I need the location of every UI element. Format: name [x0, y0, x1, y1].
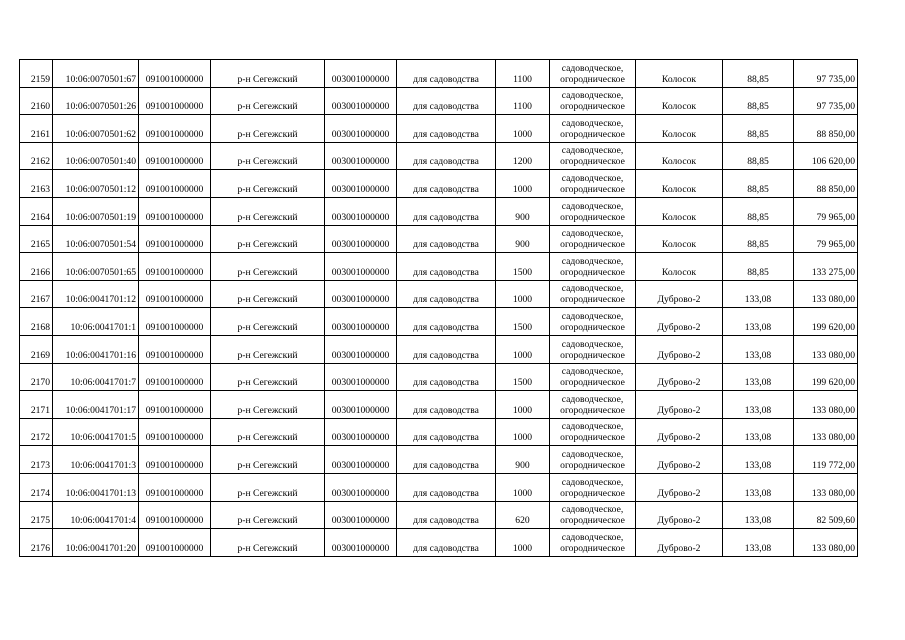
- land-category-line: садоводческое,: [561, 448, 624, 460]
- cadastral-value-cell: 79 965,00: [794, 225, 858, 253]
- area-value-cell: 900: [496, 446, 550, 474]
- land-category-cell: [550, 280, 636, 308]
- table-row: [20, 473, 858, 501]
- settlement-name-cell: Колосок: [636, 115, 723, 143]
- cadastral-value-cell: 133 080,00: [794, 529, 858, 557]
- category-code-cell: 003001000000: [325, 87, 397, 115]
- table-row: [20, 142, 858, 170]
- area-value-cell: 1000: [496, 280, 550, 308]
- permitted-use-cell: для садоводства: [397, 253, 496, 281]
- permitted-use-cell: для садоводства: [397, 308, 496, 336]
- row-number-cell: 2163: [20, 170, 53, 198]
- permitted-use-cell: для садоводства: [397, 529, 496, 557]
- specific-value-cell: 133,08: [723, 308, 794, 336]
- cadastral-value-cell: 79 965,00: [794, 197, 858, 225]
- land-category-line: садоводческое,: [561, 172, 624, 184]
- permitted-use-cell: для садоводства: [397, 87, 496, 115]
- cadastral-value-cell: 106 620,00: [794, 142, 858, 170]
- specific-value-cell: 88,85: [723, 197, 794, 225]
- okato-code-cell: 091001000000: [139, 253, 211, 281]
- cadastral-value-cell: 133 080,00: [794, 418, 858, 446]
- category-code-cell: 003001000000: [325, 418, 397, 446]
- row-number-cell: 2165: [20, 225, 53, 253]
- cadastral-value-cell: 97 735,00: [794, 87, 858, 115]
- land-category-line: садоводческое,: [561, 421, 624, 433]
- row-number-cell: 2174: [20, 473, 53, 501]
- land-category-line: садоводческое,: [561, 117, 624, 129]
- okato-code-cell: 091001000000: [139, 115, 211, 143]
- permitted-use-cell: для садоводства: [397, 197, 496, 225]
- specific-value-cell: 88,85: [723, 115, 794, 143]
- category-code-cell: 003001000000: [325, 335, 397, 363]
- cadastral-number-cell: 10:06:0070501:67: [53, 60, 139, 88]
- okato-code-cell: 091001000000: [139, 225, 211, 253]
- row-number-cell: 2172: [20, 418, 53, 446]
- cadastral-value-cell: 133 080,00: [794, 391, 858, 419]
- land-category-line: садоводческое,: [561, 90, 624, 102]
- table-row: [20, 225, 858, 253]
- district-name-cell: р-н Сегежский: [211, 335, 325, 363]
- settlement-name-cell: Дуброво-2: [636, 446, 723, 474]
- category-code-cell: 003001000000: [325, 197, 397, 225]
- district-name-cell: р-н Сегежский: [211, 501, 325, 529]
- land-category-cell: [550, 446, 636, 474]
- table-row: [20, 391, 858, 419]
- table-row: [20, 501, 858, 529]
- land-category-line: садоводческое,: [561, 200, 624, 212]
- land-category-line: садоводческое,: [561, 228, 624, 240]
- table-row: [20, 529, 858, 557]
- cadastral-value-table: [19, 59, 858, 557]
- district-name-cell: р-н Сегежский: [211, 170, 325, 198]
- category-code-cell: 003001000000: [325, 253, 397, 281]
- cadastral-number-cell: 10:06:0041701:7: [53, 363, 139, 391]
- table-row: [20, 280, 858, 308]
- area-value-cell: 1000: [496, 115, 550, 143]
- area-value-cell: 1000: [496, 473, 550, 501]
- settlement-name-cell: Дуброво-2: [636, 473, 723, 501]
- land-category-cell: [550, 115, 636, 143]
- land-category-cell: [550, 142, 636, 170]
- settlement-name-cell: Колосок: [636, 170, 723, 198]
- okato-code-cell: 091001000000: [139, 418, 211, 446]
- cadastral-number-cell: 10:06:0041701:1: [53, 308, 139, 336]
- permitted-use-cell: для садоводства: [397, 335, 496, 363]
- land-category-cell: [550, 60, 636, 88]
- settlement-name-cell: Колосок: [636, 197, 723, 225]
- category-code-cell: 003001000000: [325, 529, 397, 557]
- cadastral-number-cell: 10:06:0070501:40: [53, 142, 139, 170]
- district-name-cell: р-н Сегежский: [211, 391, 325, 419]
- area-value-cell: 1500: [496, 363, 550, 391]
- settlement-name-cell: Дуброво-2: [636, 418, 723, 446]
- land-category-cell: [550, 87, 636, 115]
- table-row: [20, 60, 858, 88]
- okato-code-cell: 091001000000: [139, 197, 211, 225]
- specific-value-cell: 133,08: [723, 280, 794, 308]
- okato-code-cell: 091001000000: [139, 87, 211, 115]
- permitted-use-cell: для садоводства: [397, 473, 496, 501]
- settlement-name-cell: Дуброво-2: [636, 308, 723, 336]
- cadastral-number-cell: 10:06:0041701:12: [53, 280, 139, 308]
- row-number-cell: 2171: [20, 391, 53, 419]
- district-name-cell: р-н Сегежский: [211, 87, 325, 115]
- settlement-name-cell: Колосок: [636, 87, 723, 115]
- category-code-cell: 003001000000: [325, 363, 397, 391]
- land-category-cell: [550, 363, 636, 391]
- specific-value-cell: 88,85: [723, 60, 794, 88]
- permitted-use-cell: для садоводства: [397, 391, 496, 419]
- cadastral-number-cell: 10:06:0041701:17: [53, 391, 139, 419]
- district-name-cell: р-н Сегежский: [211, 253, 325, 281]
- district-name-cell: р-н Сегежский: [211, 363, 325, 391]
- area-value-cell: 1200: [496, 142, 550, 170]
- table-row: [20, 253, 858, 281]
- land-category-line: огородническое: [560, 239, 625, 251]
- area-value-cell: 900: [496, 197, 550, 225]
- district-name-cell: р-н Сегежский: [211, 446, 325, 474]
- row-number-cell: 2176: [20, 529, 53, 557]
- category-code-cell: 003001000000: [325, 473, 397, 501]
- settlement-name-cell: Дуброво-2: [636, 363, 723, 391]
- cadastral-number-cell: 10:06:0070501:54: [53, 225, 139, 253]
- district-name-cell: р-н Сегежский: [211, 60, 325, 88]
- row-number-cell: 2169: [20, 335, 53, 363]
- district-name-cell: р-н Сегежский: [211, 529, 325, 557]
- specific-value-cell: 133,08: [723, 335, 794, 363]
- okato-code-cell: 091001000000: [139, 308, 211, 336]
- cadastral-value-cell: 97 735,00: [794, 60, 858, 88]
- area-value-cell: 1100: [496, 60, 550, 88]
- cadastral-value-cell: 119 772,00: [794, 446, 858, 474]
- okato-code-cell: 091001000000: [139, 473, 211, 501]
- cadastral-number-cell: 10:06:0041701:13: [53, 473, 139, 501]
- land-category-line: садоводческое,: [561, 283, 624, 295]
- land-category-line: садоводческое,: [561, 310, 624, 322]
- specific-value-cell: 88,85: [723, 225, 794, 253]
- cadastral-number-cell: 10:06:0041701:4: [53, 501, 139, 529]
- land-category-line: огородническое: [560, 266, 625, 278]
- area-value-cell: 1000: [496, 391, 550, 419]
- land-category-cell: [550, 253, 636, 281]
- land-category-cell: [550, 197, 636, 225]
- permitted-use-cell: для садоводства: [397, 170, 496, 198]
- district-name-cell: р-н Сегежский: [211, 473, 325, 501]
- category-code-cell: 003001000000: [325, 225, 397, 253]
- okato-code-cell: 091001000000: [139, 363, 211, 391]
- permitted-use-cell: для садоводства: [397, 501, 496, 529]
- specific-value-cell: 133,08: [723, 418, 794, 446]
- okato-code-cell: 091001000000: [139, 142, 211, 170]
- settlement-name-cell: Колосок: [636, 225, 723, 253]
- land-category-line: огородническое: [560, 294, 625, 306]
- permitted-use-cell: для садоводства: [397, 142, 496, 170]
- settlement-name-cell: Дуброво-2: [636, 280, 723, 308]
- category-code-cell: 003001000000: [325, 308, 397, 336]
- okato-code-cell: 091001000000: [139, 60, 211, 88]
- land-category-line: огородническое: [560, 542, 625, 554]
- table-row: [20, 87, 858, 115]
- category-code-cell: 003001000000: [325, 280, 397, 308]
- land-category-line: огородническое: [560, 377, 625, 389]
- specific-value-cell: 88,85: [723, 142, 794, 170]
- row-number-cell: 2164: [20, 197, 53, 225]
- specific-value-cell: 88,85: [723, 253, 794, 281]
- table-row: [20, 418, 858, 446]
- district-name-cell: р-н Сегежский: [211, 142, 325, 170]
- district-name-cell: р-н Сегежский: [211, 418, 325, 446]
- row-number-cell: 2159: [20, 60, 53, 88]
- cadastral-value-cell: 88 850,00: [794, 170, 858, 198]
- land-category-line: огородническое: [560, 515, 625, 527]
- category-code-cell: 003001000000: [325, 170, 397, 198]
- land-category-line: садоводческое,: [561, 255, 624, 267]
- row-number-cell: 2168: [20, 308, 53, 336]
- land-category-line: садоводческое,: [561, 145, 624, 157]
- land-category-cell: [550, 225, 636, 253]
- land-category-line: садоводческое,: [561, 531, 624, 543]
- land-category-line: огородническое: [560, 321, 625, 333]
- category-code-cell: 003001000000: [325, 446, 397, 474]
- specific-value-cell: 133,08: [723, 473, 794, 501]
- specific-value-cell: 133,08: [723, 501, 794, 529]
- settlement-name-cell: Дуброво-2: [636, 501, 723, 529]
- area-value-cell: 1000: [496, 418, 550, 446]
- okato-code-cell: 091001000000: [139, 529, 211, 557]
- specific-value-cell: 88,85: [723, 170, 794, 198]
- land-category-line: садоводческое,: [561, 62, 624, 74]
- row-number-cell: 2173: [20, 446, 53, 474]
- category-code-cell: 003001000000: [325, 115, 397, 143]
- table-row: [20, 335, 858, 363]
- okato-code-cell: 091001000000: [139, 391, 211, 419]
- district-name-cell: р-н Сегежский: [211, 197, 325, 225]
- cadastral-value-cell: 88 850,00: [794, 115, 858, 143]
- okato-code-cell: 091001000000: [139, 446, 211, 474]
- land-category-cell: [550, 529, 636, 557]
- settlement-name-cell: Дуброво-2: [636, 529, 723, 557]
- land-category-line: огородническое: [560, 432, 625, 444]
- table-row: [20, 170, 858, 198]
- land-category-cell: [550, 170, 636, 198]
- row-number-cell: 2160: [20, 87, 53, 115]
- cadastral-number-cell: 10:06:0070501:65: [53, 253, 139, 281]
- cadastral-value-cell: 133 275,00: [794, 253, 858, 281]
- area-value-cell: 1000: [496, 170, 550, 198]
- cadastral-number-cell: 10:06:0041701:16: [53, 335, 139, 363]
- land-category-line: садоводческое,: [561, 476, 624, 488]
- land-category-cell: [550, 418, 636, 446]
- settlement-name-cell: Колосок: [636, 60, 723, 88]
- table-body: [20, 60, 858, 557]
- land-category-cell: [550, 473, 636, 501]
- area-value-cell: 1500: [496, 308, 550, 336]
- settlement-name-cell: Колосок: [636, 142, 723, 170]
- cadastral-number-cell: 10:06:0041701:5: [53, 418, 139, 446]
- district-name-cell: р-н Сегежский: [211, 280, 325, 308]
- permitted-use-cell: для садоводства: [397, 363, 496, 391]
- area-value-cell: 1100: [496, 87, 550, 115]
- specific-value-cell: 88,85: [723, 87, 794, 115]
- permitted-use-cell: для садоводства: [397, 225, 496, 253]
- land-category-cell: [550, 335, 636, 363]
- category-code-cell: 003001000000: [325, 60, 397, 88]
- row-number-cell: 2167: [20, 280, 53, 308]
- specific-value-cell: 133,08: [723, 363, 794, 391]
- specific-value-cell: 133,08: [723, 391, 794, 419]
- specific-value-cell: 133,08: [723, 529, 794, 557]
- land-category-line: садоводческое,: [561, 338, 624, 350]
- permitted-use-cell: для садоводства: [397, 446, 496, 474]
- cadastral-number-cell: 10:06:0041701:3: [53, 446, 139, 474]
- land-category-line: огородническое: [560, 73, 625, 85]
- land-category-line: огородническое: [560, 459, 625, 471]
- category-code-cell: 003001000000: [325, 501, 397, 529]
- permitted-use-cell: для садоводства: [397, 60, 496, 88]
- land-category-line: садоводческое,: [561, 393, 624, 405]
- land-category-line: огородническое: [560, 211, 625, 223]
- table-row: [20, 363, 858, 391]
- specific-value-cell: 133,08: [723, 446, 794, 474]
- cadastral-number-cell: 10:06:0041701:20: [53, 529, 139, 557]
- district-name-cell: р-н Сегежский: [211, 115, 325, 143]
- table-row: [20, 197, 858, 225]
- settlement-name-cell: Дуброво-2: [636, 335, 723, 363]
- district-name-cell: р-н Сегежский: [211, 225, 325, 253]
- land-category-line: огородническое: [560, 183, 625, 195]
- row-number-cell: 2175: [20, 501, 53, 529]
- permitted-use-cell: для садоводства: [397, 115, 496, 143]
- area-value-cell: 900: [496, 225, 550, 253]
- cadastral-number-cell: 10:06:0070501:62: [53, 115, 139, 143]
- cadastral-value-cell: 133 080,00: [794, 280, 858, 308]
- land-category-cell: [550, 308, 636, 336]
- land-category-line: огородническое: [560, 156, 625, 168]
- cadastral-number-cell: 10:06:0070501:19: [53, 197, 139, 225]
- cadastral-value-cell: 199 620,00: [794, 363, 858, 391]
- cadastral-value-cell: 82 509,60: [794, 501, 858, 529]
- row-number-cell: 2161: [20, 115, 53, 143]
- category-code-cell: 003001000000: [325, 142, 397, 170]
- land-category-line: огородническое: [560, 128, 625, 140]
- land-category-cell: [550, 391, 636, 419]
- cadastral-value-cell: 133 080,00: [794, 335, 858, 363]
- settlement-name-cell: Дуброво-2: [636, 391, 723, 419]
- land-category-cell: [550, 501, 636, 529]
- area-value-cell: 1500: [496, 253, 550, 281]
- table-row: [20, 308, 858, 336]
- table-row: [20, 115, 858, 143]
- cadastral-value-cell: 133 080,00: [794, 473, 858, 501]
- district-name-cell: р-н Сегежский: [211, 308, 325, 336]
- table-row: [20, 446, 858, 474]
- row-number-cell: 2166: [20, 253, 53, 281]
- okato-code-cell: 091001000000: [139, 335, 211, 363]
- area-value-cell: 620: [496, 501, 550, 529]
- category-code-cell: 003001000000: [325, 391, 397, 419]
- land-category-line: огородническое: [560, 349, 625, 361]
- cadastral-number-cell: 10:06:0070501:12: [53, 170, 139, 198]
- area-value-cell: 1000: [496, 335, 550, 363]
- land-category-line: огородническое: [560, 487, 625, 499]
- okato-code-cell: 091001000000: [139, 280, 211, 308]
- land-category-line: садоводческое,: [561, 366, 624, 378]
- cadastral-number-cell: 10:06:0070501:26: [53, 87, 139, 115]
- okato-code-cell: 091001000000: [139, 170, 211, 198]
- land-category-line: огородническое: [560, 404, 625, 416]
- row-number-cell: 2162: [20, 142, 53, 170]
- cadastral-value-cell: 199 620,00: [794, 308, 858, 336]
- land-category-line: садоводческое,: [561, 504, 624, 516]
- land-category-line: огородническое: [560, 101, 625, 113]
- row-number-cell: 2170: [20, 363, 53, 391]
- settlement-name-cell: Колосок: [636, 253, 723, 281]
- area-value-cell: 1000: [496, 529, 550, 557]
- okato-code-cell: 091001000000: [139, 501, 211, 529]
- permitted-use-cell: для садоводства: [397, 418, 496, 446]
- permitted-use-cell: для садоводства: [397, 280, 496, 308]
